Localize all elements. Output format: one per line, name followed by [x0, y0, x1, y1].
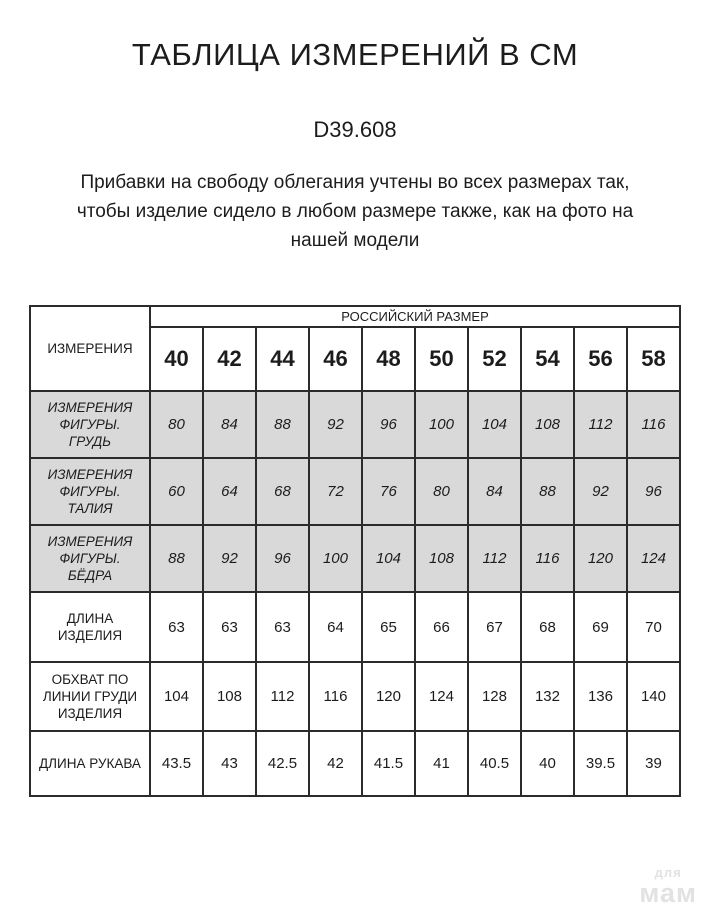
value-cell: 41.5 — [362, 731, 415, 796]
value-cell: 96 — [627, 458, 680, 525]
value-cell: 92 — [203, 525, 256, 592]
size-group-header-row — [30, 306, 680, 327]
table-row — [30, 391, 680, 458]
watermark-line2: мам — [639, 878, 697, 908]
fit-note-line: чтобы изделие сидело в любом размере также, как на фото на — [76, 201, 634, 222]
value-cell: 60 — [150, 458, 203, 525]
table-row — [30, 592, 680, 662]
value-cell: 128 — [468, 662, 521, 731]
value-cell: 39 — [627, 731, 680, 796]
value-cell: 40 — [521, 731, 574, 796]
measurements-corner-cell: ИЗМЕРЕНИЯ — [30, 306, 150, 391]
size-header-cell-44: 44 — [256, 327, 309, 391]
russian-size-group-cell: РОССИЙСКИЙ РАЗМЕР — [150, 306, 680, 327]
value-cell: 39.5 — [574, 731, 627, 796]
value-cell: 132 — [521, 662, 574, 731]
value-cell: 80 — [150, 391, 203, 458]
value-cell: 112 — [256, 662, 309, 731]
value-cell: 108 — [203, 662, 256, 731]
value-cell: 80 — [415, 458, 468, 525]
value-cell: 92 — [309, 391, 362, 458]
value-cell: 68 — [521, 592, 574, 662]
value-cell: 84 — [203, 391, 256, 458]
value-cell: 100 — [415, 391, 468, 458]
value-cell: 42.5 — [256, 731, 309, 796]
value-cell: 104 — [362, 525, 415, 592]
value-cell: 70 — [627, 592, 680, 662]
value-cell: 63 — [203, 592, 256, 662]
fit-note-line: Прибавки на свободу облегания учтены во всех размерах так, — [80, 172, 630, 193]
row-label: ИЗМЕРЕНИЯ ФИГУРЫ. ТАЛИЯ — [30, 458, 150, 525]
row-label: ИЗМЕРЕНИЯ ФИГУРЫ. БЁДРА — [30, 525, 150, 592]
table-row — [30, 458, 680, 525]
row-label: ОБХВАТ ПО ЛИНИИ ГРУДИ ИЗДЕЛИЯ — [30, 662, 150, 731]
value-cell: 76 — [362, 458, 415, 525]
value-cell: 43.5 — [150, 731, 203, 796]
size-header-cell-54: 54 — [521, 327, 574, 391]
value-cell: 66 — [415, 592, 468, 662]
value-cell: 42 — [309, 731, 362, 796]
value-cell: 63 — [150, 592, 203, 662]
size-table — [29, 305, 681, 797]
value-cell: 69 — [574, 592, 627, 662]
value-cell: 88 — [150, 525, 203, 592]
size-header-cell-48: 48 — [362, 327, 415, 391]
value-cell: 84 — [468, 458, 521, 525]
size-header-cell-42: 42 — [203, 327, 256, 391]
value-cell: 88 — [256, 391, 309, 458]
row-label: ДЛИНА РУКАВА — [30, 731, 150, 796]
size-header-cell-58: 58 — [627, 327, 680, 391]
value-cell: 120 — [362, 662, 415, 731]
value-cell: 140 — [627, 662, 680, 731]
size-header-cell-56: 56 — [574, 327, 627, 391]
value-cell: 116 — [627, 391, 680, 458]
fit-note-line: нашей модели — [290, 230, 420, 251]
value-cell: 124 — [627, 525, 680, 592]
size-header-cell-46: 46 — [309, 327, 362, 391]
value-cell: 43 — [203, 731, 256, 796]
product-code: D39.608 — [313, 117, 397, 142]
size-header-cell-40: 40 — [150, 327, 203, 391]
value-cell: 88 — [521, 458, 574, 525]
value-cell: 108 — [415, 525, 468, 592]
value-cell: 40.5 — [468, 731, 521, 796]
value-cell: 67 — [468, 592, 521, 662]
value-cell: 92 — [574, 458, 627, 525]
value-cell: 112 — [468, 525, 521, 592]
table-row — [30, 525, 680, 592]
page-title: ТАБЛИЦА ИЗМЕРЕНИЙ В СМ — [131, 37, 579, 72]
value-cell: 96 — [362, 391, 415, 458]
value-cell: 64 — [309, 592, 362, 662]
value-cell: 116 — [521, 525, 574, 592]
watermark-line1: для — [654, 865, 682, 880]
value-cell: 136 — [574, 662, 627, 731]
value-cell: 100 — [309, 525, 362, 592]
value-cell: 72 — [309, 458, 362, 525]
value-cell: 112 — [574, 391, 627, 458]
value-cell: 41 — [415, 731, 468, 796]
value-cell: 68 — [256, 458, 309, 525]
value-cell: 120 — [574, 525, 627, 592]
watermark — [639, 866, 697, 907]
value-cell: 96 — [256, 525, 309, 592]
fit-note — [0, 168, 710, 255]
value-cell: 104 — [150, 662, 203, 731]
value-cell: 104 — [468, 391, 521, 458]
value-cell: 116 — [309, 662, 362, 731]
value-cell: 108 — [521, 391, 574, 458]
table-row — [30, 662, 680, 731]
value-cell: 63 — [256, 592, 309, 662]
row-label: ИЗМЕРЕНИЯ ФИГУРЫ. ГРУДЬ — [30, 391, 150, 458]
value-cell: 124 — [415, 662, 468, 731]
size-header-cell-50: 50 — [415, 327, 468, 391]
size-header-cell-52: 52 — [468, 327, 521, 391]
value-cell: 64 — [203, 458, 256, 525]
row-label: ДЛИНА ИЗДЕЛИЯ — [30, 592, 150, 662]
table-row — [30, 731, 680, 796]
value-cell: 65 — [362, 592, 415, 662]
